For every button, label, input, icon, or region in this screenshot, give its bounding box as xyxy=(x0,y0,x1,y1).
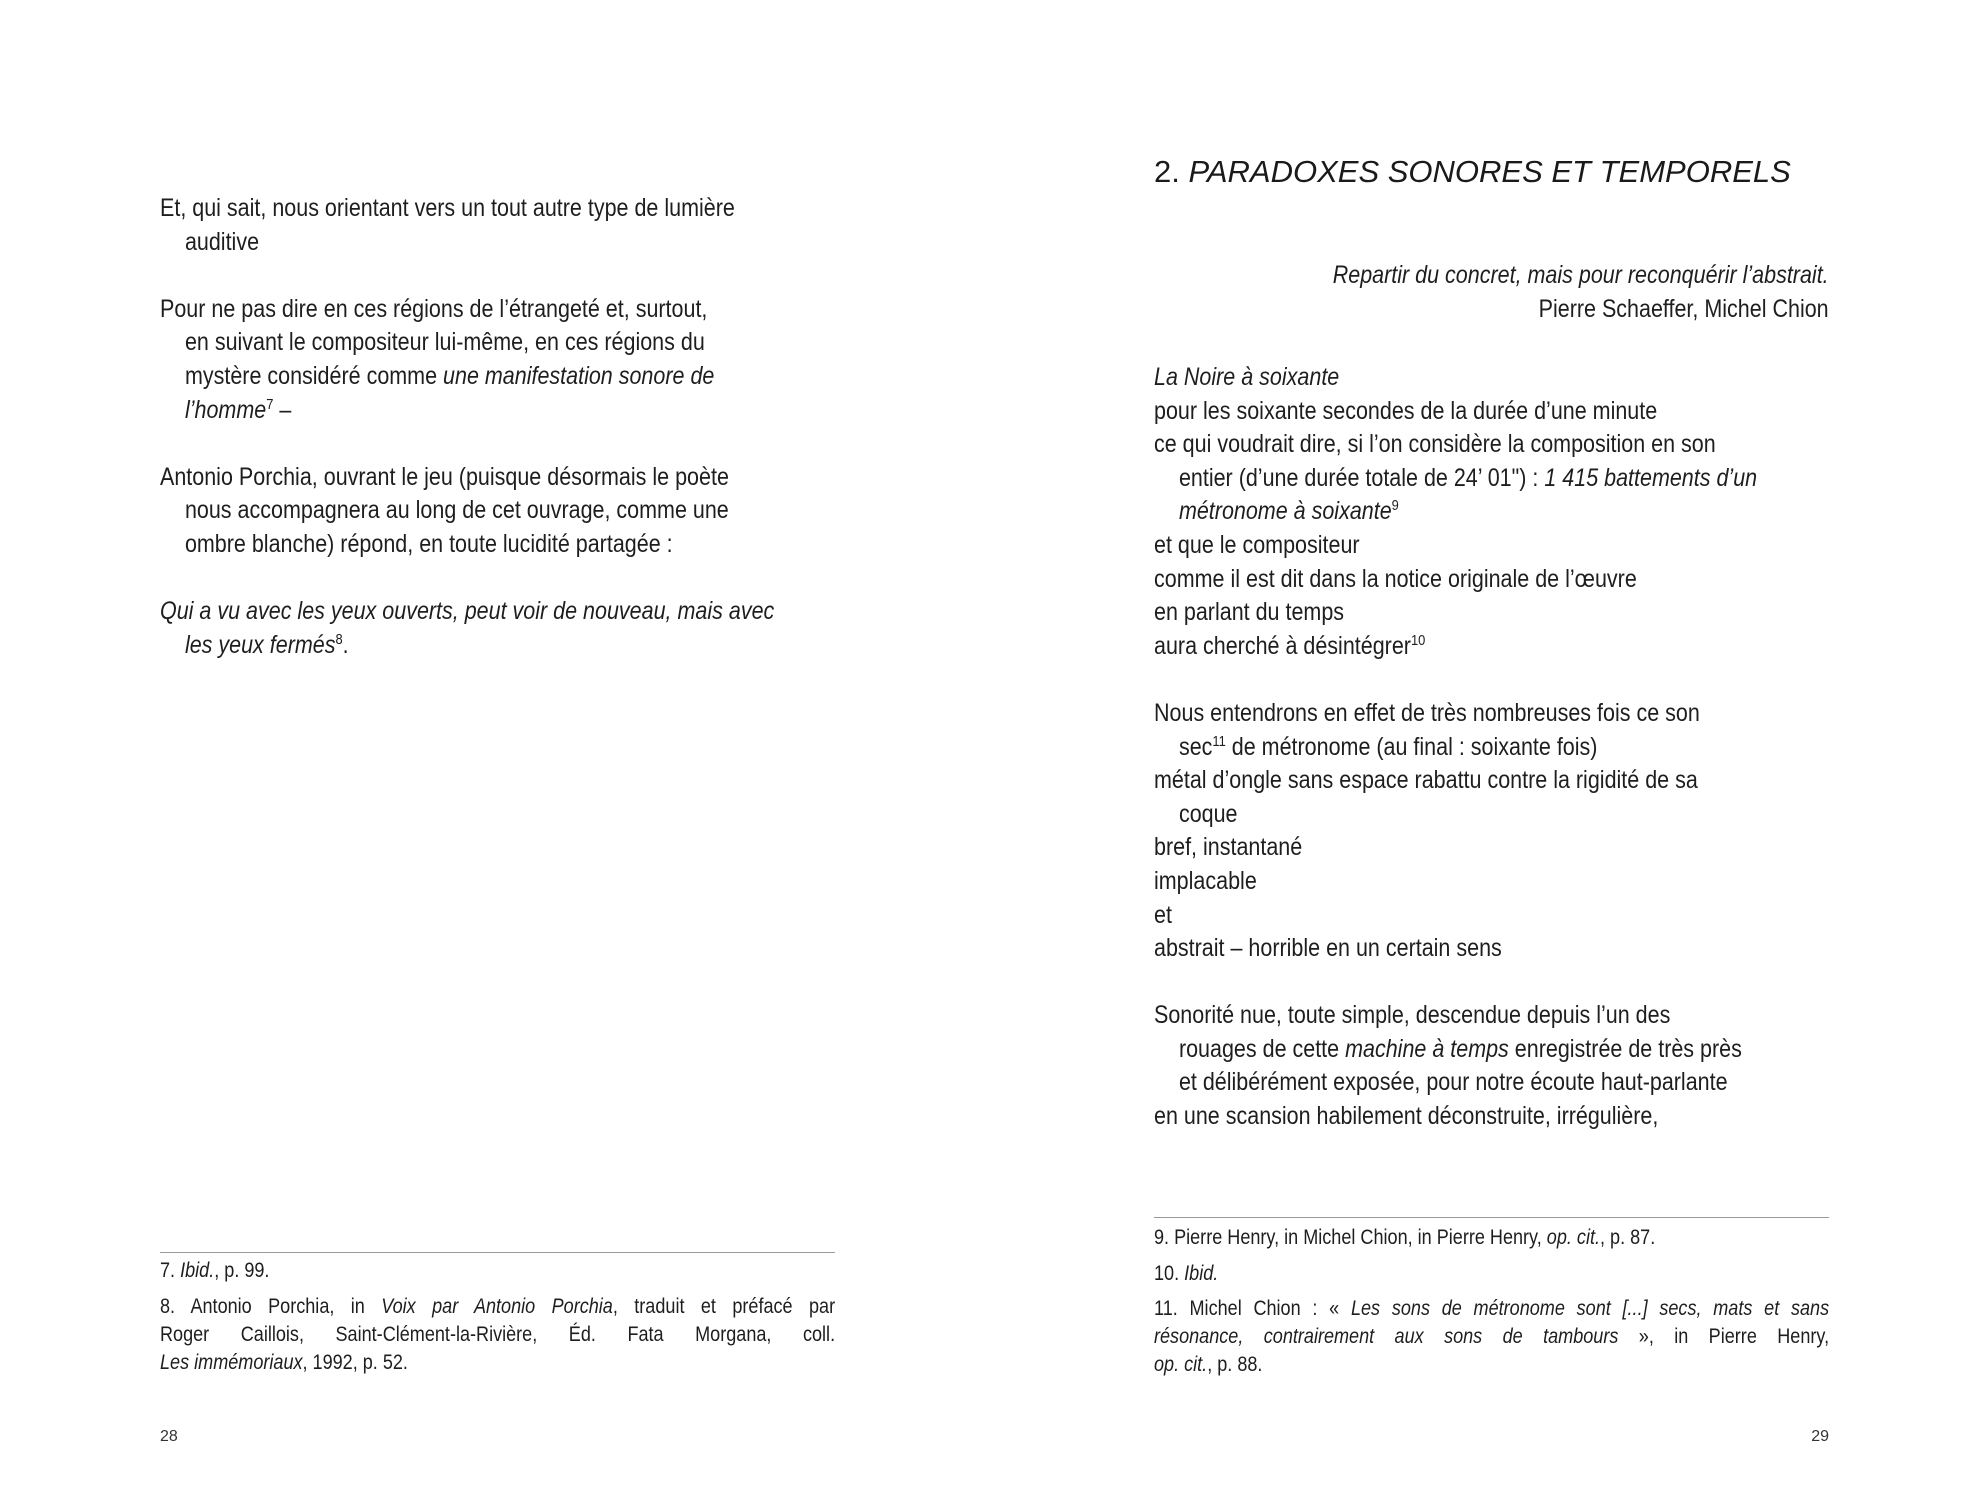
text-line xyxy=(1154,764,1833,798)
text-segment: sec xyxy=(1178,732,1213,761)
text-line xyxy=(1154,1100,1833,1134)
text-segment: , p. 88. xyxy=(1207,1353,1263,1376)
text-segment: , 1992, p. 52. xyxy=(302,1350,408,1374)
text-segment: 1 415 battements d’un xyxy=(1544,463,1758,492)
text-segment: bref, instantané xyxy=(1154,833,1303,862)
text-segment: Les immémoriaux xyxy=(160,1350,303,1374)
text-segment: coque xyxy=(1178,799,1238,828)
text-segment: résonance, contrairement aux sons de tambours xyxy=(1154,1325,1619,1348)
text-segment: abstrait – horrible en un certain sens xyxy=(1154,934,1502,963)
text-line xyxy=(1154,1224,1829,1252)
footnote xyxy=(1154,1295,1829,1379)
text-segment: pour les soixante secondes de la durée d’une minute xyxy=(1154,396,1658,425)
epigraph xyxy=(1333,259,1829,326)
text-segment: en parlant du temps xyxy=(1154,598,1345,627)
text-line xyxy=(160,1321,835,1349)
text-line xyxy=(160,192,839,226)
text-segment: entier (d’une durée totale de 24’ 01") : xyxy=(1178,463,1545,492)
text-line xyxy=(160,1293,835,1321)
chapter-heading xyxy=(1154,152,1791,192)
text-line xyxy=(1154,798,1833,832)
text-segment: 11. Michel Chion : « xyxy=(1154,1297,1351,1320)
text-line xyxy=(1154,630,1833,664)
right-page xyxy=(984,0,1968,1496)
epigraph-quote: Repartir du concret, mais pour reconquérir l’abstrait. xyxy=(1333,261,1829,289)
text-segment: op. cit. xyxy=(1154,1353,1208,1376)
text-line xyxy=(1154,462,1833,496)
text-line xyxy=(160,394,839,428)
text-segment: implacable xyxy=(1154,866,1257,895)
text-line xyxy=(160,461,839,495)
text-line xyxy=(1154,1260,1829,1288)
footnote-reference: 10 xyxy=(1410,631,1426,649)
text-segment: mystère considéré comme xyxy=(184,361,444,390)
text-segment: Antonio Porchia, ouvrant le jeu (puisque désormais le poète xyxy=(160,462,729,491)
footnote xyxy=(1154,1260,1829,1288)
paragraph xyxy=(1154,697,1833,966)
footnote xyxy=(1154,1224,1829,1252)
text-segment: machine à temps xyxy=(1345,1034,1509,1063)
chapter-number: 2. xyxy=(1154,154,1189,189)
text-line xyxy=(1154,395,1833,429)
text-segment: auditive xyxy=(184,227,260,256)
text-segment: op. cit. xyxy=(1546,1226,1601,1249)
text-line xyxy=(1154,529,1833,563)
footnote-reference: 9 xyxy=(1391,497,1399,515)
text-line xyxy=(160,1257,835,1285)
footnote xyxy=(160,1293,835,1377)
text-line xyxy=(1154,1323,1829,1351)
text-line xyxy=(1154,697,1833,731)
text-line xyxy=(1154,361,1833,395)
text-line xyxy=(160,326,839,360)
footnote-reference: 8 xyxy=(335,630,343,648)
text-line xyxy=(1154,563,1833,597)
text-segment: Pour ne pas dire en ces régions de l’étrangeté et, surtout, xyxy=(160,294,708,323)
text-segment: Ibid. xyxy=(180,1259,215,1282)
text-segment: Les sons de métronome sont [...] secs, mats et sans xyxy=(1350,1297,1830,1320)
text-segment: 8. Antonio Porchia, in xyxy=(160,1294,382,1318)
text-segment: et que le compositeur xyxy=(1154,530,1360,559)
right-body-text xyxy=(1154,361,1833,1167)
paragraph xyxy=(1154,999,1833,1133)
text-segment: Roger Caillois, Saint-Clément-la-Rivière, Éd. Fata Morgana, coll. xyxy=(160,1322,836,1346)
text-segment: comme il est dit dans la notice originale de l’œuvre xyxy=(1154,564,1637,593)
left-body-text xyxy=(160,192,839,696)
text-segment: ce qui voudrait dire, si l’on considère la composition en son xyxy=(1154,430,1716,459)
text-line xyxy=(160,226,839,260)
text-segment: – xyxy=(273,395,292,424)
page-number: 29 xyxy=(1811,1428,1829,1445)
footnote-rule xyxy=(1154,1217,1829,1218)
paragraph xyxy=(160,192,839,259)
text-line xyxy=(1154,1295,1829,1323)
text-segment: », in Pierre Henry, xyxy=(1618,1325,1830,1348)
footnote-reference: 11 xyxy=(1212,732,1226,750)
text-segment: Voix par Antonio Porchia xyxy=(381,1294,613,1318)
text-segment: Qui a vu avec les yeux ouverts, peut voir de nouveau, mais avec xyxy=(160,597,775,626)
footnote xyxy=(160,1257,835,1285)
text-line xyxy=(1154,932,1833,966)
text-segment: nous accompagnera au long de cet ouvrage, comme une xyxy=(184,496,729,525)
text-line xyxy=(160,528,839,562)
text-segment: de métronome (au final : soixante fois) xyxy=(1225,732,1598,761)
left-footnotes xyxy=(160,1257,835,1384)
text-segment: 9. Pierre Henry, in Michel Chion, in Pierre Henry, xyxy=(1154,1226,1547,1249)
footnote-rule xyxy=(160,1252,835,1253)
text-line xyxy=(160,595,839,629)
epigraph-author: Pierre Schaeffer, Michel Chion xyxy=(1538,294,1829,323)
text-line xyxy=(1154,865,1833,899)
text-line xyxy=(160,629,839,663)
text-segment: l’homme xyxy=(184,395,267,424)
page-number: 28 xyxy=(160,1428,178,1445)
text-segment: les yeux fermés xyxy=(184,630,336,659)
text-segment: et délibérément exposée, pour notre écoute haut-parlante xyxy=(1178,1068,1728,1097)
text-segment: ombre blanche) répond, en toute lucidité partagée : xyxy=(184,529,673,558)
text-segment: , traduit et préfacé par xyxy=(612,1294,836,1318)
text-segment: une manifestation sonore de xyxy=(443,361,715,390)
text-segment: métal d’ongle sans espace rabattu contre la rigidité de sa xyxy=(1154,766,1698,795)
paragraph xyxy=(160,293,839,427)
text-segment: . xyxy=(342,630,349,659)
text-segment: enregistrée de très près xyxy=(1508,1034,1742,1063)
paragraph xyxy=(160,595,839,662)
text-line xyxy=(160,1349,835,1377)
text-segment: en suivant le compositeur lui-même, en ces régions du xyxy=(184,328,705,357)
text-line xyxy=(1154,428,1833,462)
text-line xyxy=(1154,495,1833,529)
text-segment: 7. xyxy=(160,1259,181,1282)
text-line xyxy=(160,494,839,528)
text-segment: , p. 99. xyxy=(214,1259,270,1282)
text-segment: en une scansion habilement déconstruite, irrégulière, xyxy=(1154,1102,1659,1131)
paragraph xyxy=(160,461,839,562)
text-line xyxy=(1154,596,1833,630)
text-line xyxy=(1154,831,1833,865)
text-line xyxy=(160,360,839,394)
text-line xyxy=(1154,731,1833,765)
text-line xyxy=(160,293,839,327)
footnote-reference: 7 xyxy=(266,395,274,413)
text-segment: métronome à soixante xyxy=(1178,497,1392,526)
text-segment: La Noire à soixante xyxy=(1154,363,1340,391)
text-line xyxy=(1154,999,1833,1033)
text-segment: aura cherché à désintégrer xyxy=(1154,631,1411,660)
text-segment: Nous entendrons en effet de très nombreuses fois ce son xyxy=(1154,698,1700,727)
text-line xyxy=(1154,1066,1833,1100)
text-segment: Sonorité nue, toute simple, descendue depuis l’un des xyxy=(1154,1001,1671,1030)
text-segment: 10. xyxy=(1154,1261,1185,1285)
text-segment: , p. 87. xyxy=(1600,1226,1656,1249)
text-segment: Et, qui sait, nous orientant vers un tout autre type de lumière xyxy=(160,194,735,222)
text-segment: rouages de cette xyxy=(1178,1034,1346,1063)
text-line xyxy=(1154,899,1833,933)
paragraph xyxy=(1154,361,1833,663)
text-line xyxy=(1154,1033,1833,1067)
right-footnotes xyxy=(1154,1224,1829,1387)
chapter-title: PARADOXES SONORES ET TEMPORELS xyxy=(1188,154,1791,189)
text-segment: et xyxy=(1154,900,1172,929)
text-line xyxy=(1154,1351,1829,1379)
text-segment: Ibid. xyxy=(1184,1261,1219,1285)
